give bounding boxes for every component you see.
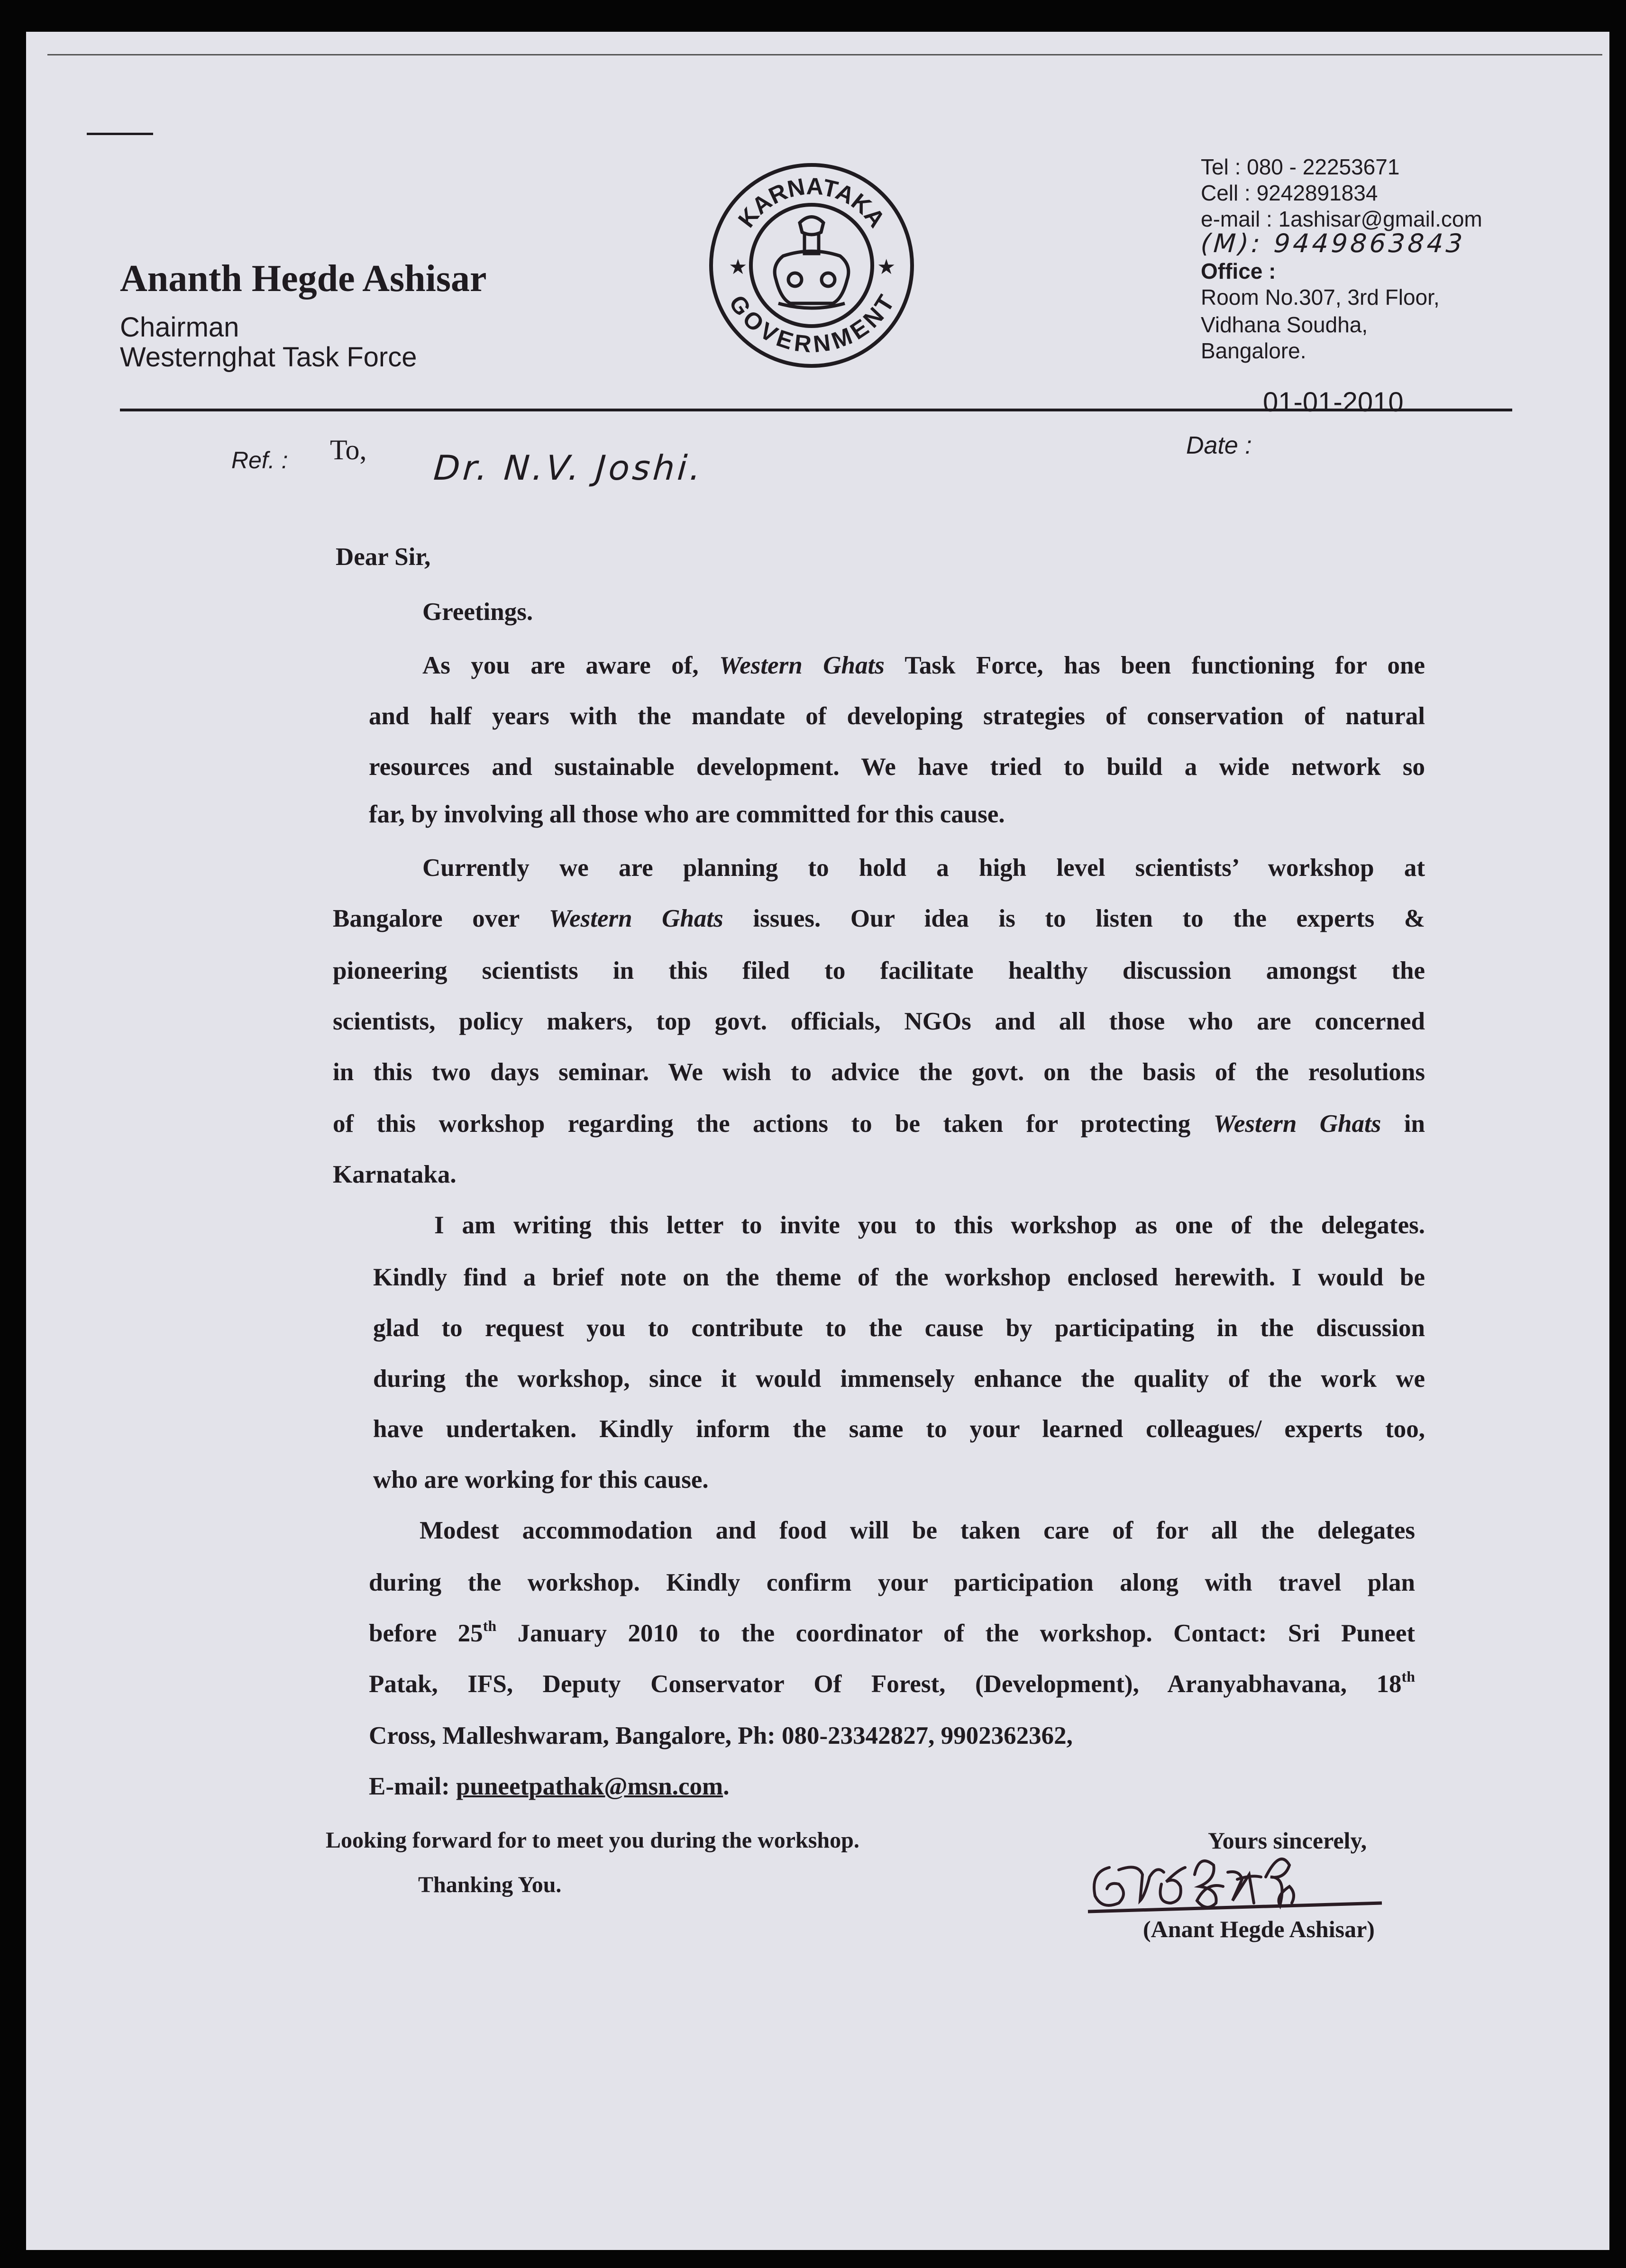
line-text: resources and sustainable development. We have tried to build a wide network so (369, 753, 1425, 781)
body-line (373, 1312, 1425, 1345)
corner-mark (87, 133, 153, 135)
emphasis-text: Western Ghats (548, 905, 723, 932)
date-value: 01-01-2010 (1263, 387, 1404, 418)
line-text: who are working for this cause. (373, 1466, 709, 1494)
svg-text:★: ★ (729, 255, 748, 279)
karnataka-government-emblem-logo (707, 161, 916, 370)
line-text: in (1381, 1110, 1425, 1138)
sender-name: Ananth Hegde Ashisar (120, 258, 487, 300)
greeting: Greetings. (422, 598, 533, 626)
body-line (333, 1005, 1425, 1038)
body-line (369, 1566, 1415, 1599)
office-address-line1: Room No.307, 3rd Floor, (1201, 285, 1440, 310)
handwritten-signature (1086, 1851, 1398, 1917)
ordinal-suffix: th (1401, 1668, 1415, 1685)
body-line (369, 700, 1425, 733)
office-address-line2: Vidhana Soudha, (1201, 312, 1368, 337)
office-label: Office : (1201, 259, 1276, 283)
line-text: Patak, IFS, Deputy Conservator Of Forest, (Development), Aranyabhavana, 18 (369, 1670, 1402, 1698)
tel-number: Tel : 080 - 22253671 (1201, 155, 1400, 179)
emblem-icon (775, 217, 849, 309)
line-text: issues. Our idea is to listen to the experts & (723, 905, 1425, 932)
handwritten-mobile-number: (M): 9449863843 (1199, 228, 1466, 258)
line-text: glad to request you to contribute to the cause by participating in the discussion (373, 1314, 1425, 1342)
valediction: Yours sincerely, (1208, 1827, 1367, 1854)
svg-text:KARNATAKA: KARNATAKA (732, 173, 891, 233)
line-text: and half years with the mandate of developing strategies of conservation of natural (369, 702, 1425, 730)
signature-underline (1088, 1903, 1382, 1912)
line-text: Task Force, has been functioning for one (884, 652, 1425, 679)
body-line (434, 1209, 1425, 1242)
ref-label: Ref. : (231, 447, 288, 474)
line-text: of this workshop regarding the actions to be taken for protecting (333, 1110, 1214, 1138)
closing-line: Looking forward for to meet you during the workshop. (326, 1828, 859, 1853)
sender-organization: Westernghat Task Force (120, 342, 417, 373)
body-line (369, 1667, 1415, 1701)
svg-text:GOVERNMENT: GOVERNMENT (723, 290, 900, 358)
handwritten-recipient: Dr. N.V. Joshi. (432, 448, 705, 488)
line-text: E-mail: (369, 1773, 456, 1800)
line-text: have undertaken. Kindly inform the same to your learned colleagues/ experts too, (373, 1415, 1425, 1443)
to-label: To, (330, 434, 367, 465)
top-edge-line (47, 54, 1602, 55)
emphasis-text: Western Ghats (719, 652, 885, 679)
email-address: e-mail : 1ashisar@gmail.com (1201, 207, 1482, 231)
body-line (422, 649, 1425, 682)
line-text: Kindly find a brief note on the theme of the workshop enclosed herewith. I would be (373, 1264, 1425, 1291)
body-line (333, 1056, 1425, 1089)
emphasis-text: Western Ghats (1213, 1110, 1381, 1138)
signatory-name: (Anant Hegde Ashisar) (1143, 1916, 1375, 1942)
body-line (369, 798, 1005, 831)
salutation: Dear Sir, (336, 543, 431, 571)
body-line (422, 851, 1425, 884)
body-line (333, 1107, 1425, 1140)
body-line (373, 1261, 1425, 1294)
ordinal-suffix: th (483, 1617, 497, 1634)
office-address-line3: Bangalore. (1201, 338, 1306, 363)
line-text: before 25 (369, 1620, 483, 1647)
line-text: during the workshop, since it would immensely enhance the quality of the work we (373, 1365, 1425, 1393)
body-line (373, 1412, 1425, 1446)
line-text: Currently we are planning to hold a high level scientists’ workshop at (422, 854, 1425, 882)
line-text: January 2010 to the coordinator of the workshop. Contact: Sri Puneet (496, 1620, 1415, 1647)
body-line (333, 1158, 457, 1191)
body-line (369, 1719, 1073, 1752)
line-text: I am writing this letter to invite you to this workshop as one of the delegates. (434, 1211, 1425, 1239)
line-text: Cross, Malleshwaram, Bangalore, Ph: 080-23342827, 9902362362, (369, 1722, 1073, 1749)
body-line (333, 902, 1425, 935)
body-line (369, 750, 1425, 783)
line-text: Karnataka. (333, 1161, 457, 1188)
line-text: Modest accommodation and food will be taken care of for all the delegates (420, 1517, 1415, 1544)
line-text: scientists, policy makers, top govt. officials, NGOs and all those who are concerned (333, 1008, 1425, 1035)
line-text: far, by involving all those who are committed for this cause. (369, 801, 1005, 828)
thanks-line: Thanking You. (418, 1872, 562, 1897)
date-label: Date : (1186, 432, 1252, 459)
body-line (420, 1514, 1415, 1547)
cell-number: Cell : 9242891834 (1201, 181, 1378, 205)
line-text: As you are aware of, (422, 652, 720, 679)
body-line (373, 1362, 1425, 1395)
body-line (369, 1770, 729, 1803)
line-text: . (723, 1773, 730, 1800)
line-text: in this two days seminar. We wish to advice the govt. on the basis of the resolutions (333, 1058, 1425, 1086)
body-line (369, 1617, 1415, 1650)
sender-title: Chairman (120, 312, 239, 343)
line-text: during the workshop. Kindly confirm your participation along with travel plan (369, 1569, 1415, 1596)
line-text: Bangalore over (333, 905, 549, 932)
body-line (333, 954, 1425, 987)
email-link[interactable]: puneetpathak@msn.com (456, 1773, 723, 1800)
svg-text:★: ★ (877, 255, 896, 279)
line-text: pioneering scientists in this filed to facilitate healthy discussion amongst the (333, 957, 1425, 984)
body-line (373, 1463, 709, 1496)
